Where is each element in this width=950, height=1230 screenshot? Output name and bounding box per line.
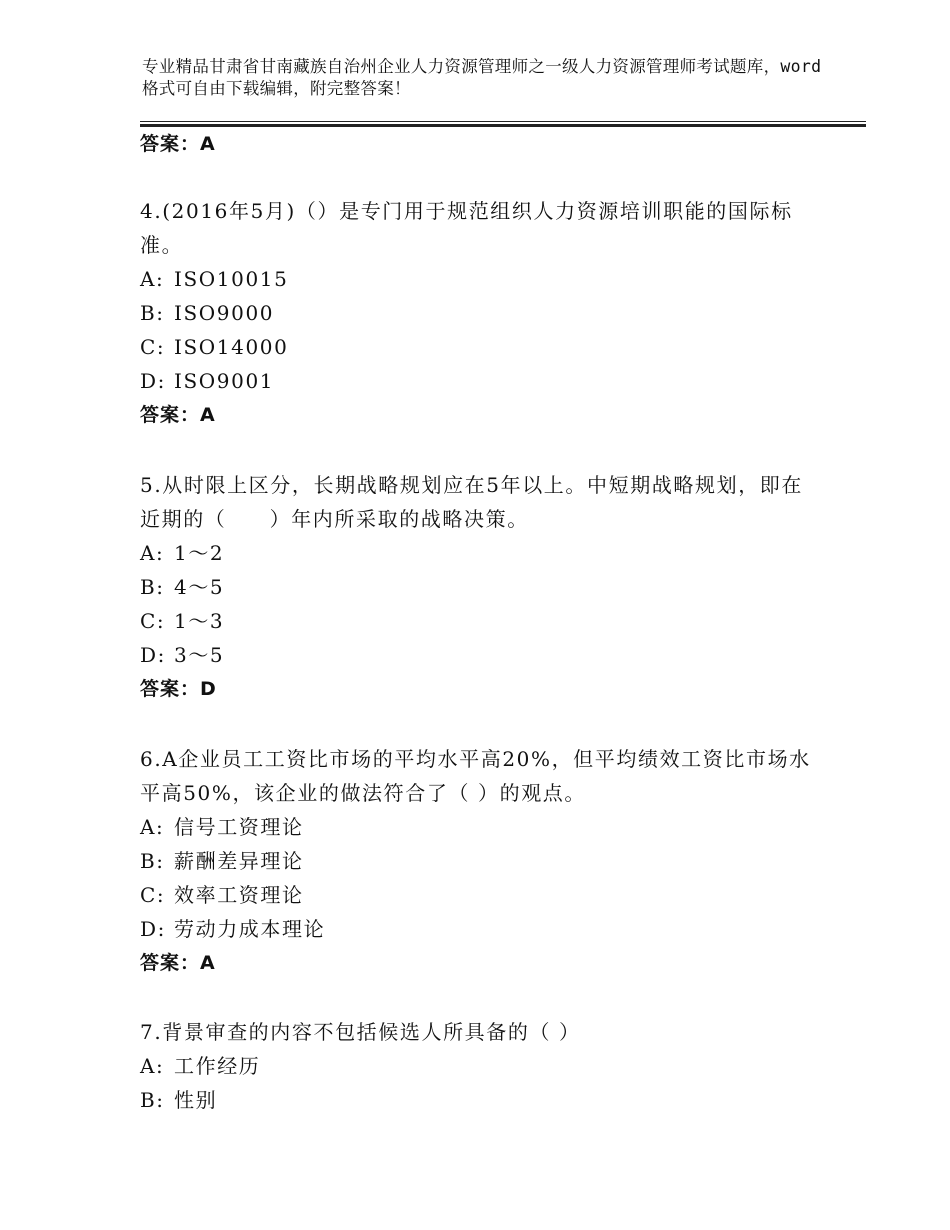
header-divider-thin: [140, 121, 866, 122]
answer-label: 答案：: [140, 133, 201, 155]
option-b: [140, 570, 820, 604]
option-text: 4～5: [174, 575, 225, 599]
header-text: 专业精品甘肃省甘南藏族自治州企业人力资源管理师之一级人力资源管理师考试题库，word格式可自由下载编辑，附完整答案！: [142, 57, 822, 98]
question-text: 6.A企业员工工资比市场的平均水平高20%，但平均绩效工资比市场水平高50%，该企业的做法符合了（ ）的观点。: [140, 747, 811, 805]
answer-line-q5: [140, 676, 820, 702]
answer-label: 答案：: [140, 678, 201, 700]
question-text: 4.(2016年5月)（）是专门用于规范组织人力资源培训职能的国际标准。: [140, 199, 793, 257]
option-letter: B:: [140, 849, 165, 873]
option-text: 信号工资理论: [174, 815, 304, 839]
option-a: [140, 262, 820, 296]
option-d: [140, 912, 820, 946]
question-block-5: [140, 468, 820, 702]
option-letter: C:: [140, 335, 166, 359]
option-letter: D:: [140, 643, 166, 667]
option-letter: C:: [140, 609, 166, 633]
option-letter: A:: [140, 267, 165, 291]
option-text: 1～3: [174, 609, 225, 633]
question-block-7: [140, 1015, 820, 1117]
option-text: 1～2: [174, 541, 225, 565]
option-text: 劳动力成本理论: [174, 917, 326, 941]
answer-label: 答案：: [140, 404, 201, 426]
answer-line-q4: [140, 402, 820, 428]
answer-value: A: [200, 133, 216, 155]
option-text: 3～5: [174, 643, 225, 667]
question-block-4: [140, 194, 820, 428]
option-text: ISO9001: [174, 369, 275, 393]
option-text: 效率工资理论: [174, 883, 304, 907]
option-c: [140, 604, 820, 638]
option-letter: A:: [140, 815, 165, 839]
answer-label: 答案：: [140, 952, 201, 974]
option-text: 工作经历: [174, 1054, 261, 1078]
option-a: [140, 536, 820, 570]
document-header: [142, 56, 832, 100]
option-a: [140, 1049, 820, 1083]
answer-value: A: [200, 404, 216, 426]
option-letter: D:: [140, 369, 166, 393]
answer-value: D: [200, 678, 217, 700]
option-letter: A:: [140, 541, 165, 565]
question-text: 5.从时限上区分，长期战略规划应在5年以上。中短期战略规划，即在近期的（ ）年内所采取的战略决策。: [140, 473, 804, 531]
header-divider-thick: [140, 124, 866, 127]
option-letter: C:: [140, 883, 166, 907]
option-letter: A:: [140, 1054, 165, 1078]
option-b: [140, 1083, 820, 1117]
question-text: 7.背景审查的内容不包括候选人所具备的（ ）: [140, 1020, 581, 1044]
option-b: [140, 844, 820, 878]
option-letter: B:: [140, 1088, 165, 1112]
option-letter: D:: [140, 917, 166, 941]
option-b: [140, 296, 820, 330]
option-text: 性别: [174, 1088, 218, 1112]
option-d: [140, 638, 820, 672]
option-c: [140, 330, 820, 364]
option-text: 薪酬差异理论: [174, 849, 304, 873]
option-text: ISO10015: [174, 267, 289, 291]
question-block-6: [140, 742, 820, 976]
option-letter: B:: [140, 575, 165, 599]
answer-value: A: [200, 952, 216, 974]
option-text: ISO9000: [174, 301, 275, 325]
option-letter: B:: [140, 301, 165, 325]
option-d: [140, 364, 820, 398]
answer-line-q6: [140, 950, 820, 976]
option-text: ISO14000: [174, 335, 289, 359]
option-c: [140, 878, 820, 912]
answer-line-q3: [140, 131, 820, 157]
option-a: [140, 810, 820, 844]
